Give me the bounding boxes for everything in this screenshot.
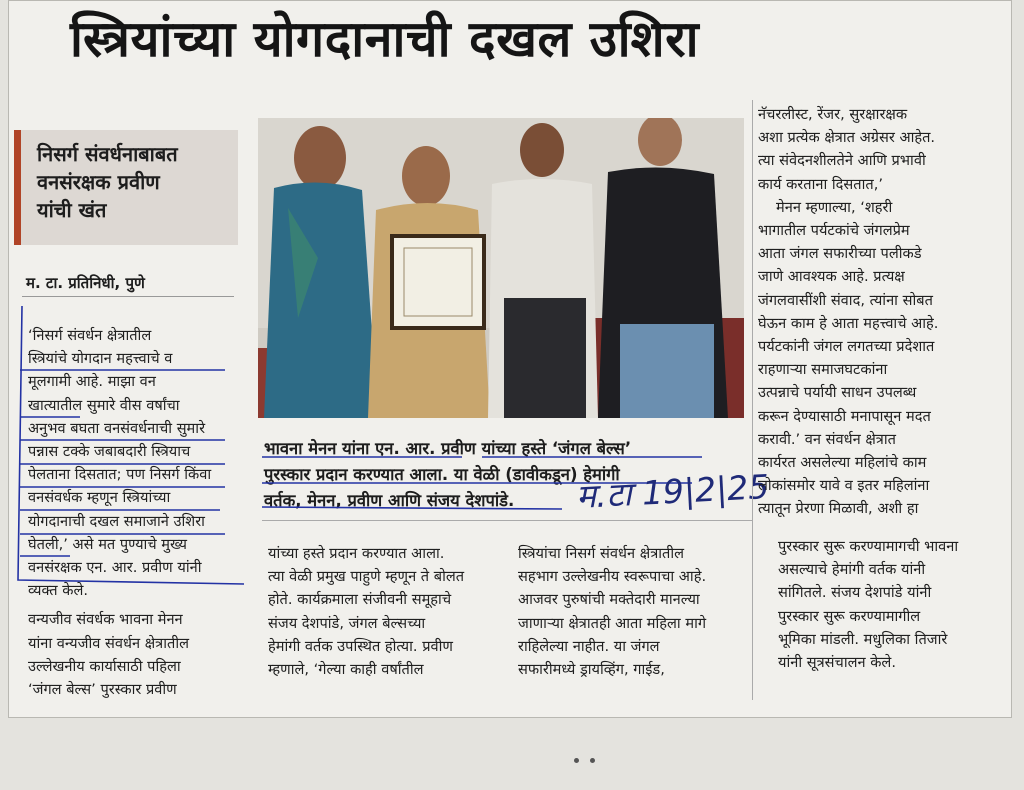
text-line: संजय देशपांडे, जंगल बेल्सच्या	[268, 614, 426, 632]
text-line: वन्यजीव संवर्धक भावना मेनन	[28, 611, 183, 629]
text-line: भूमिका मांडली. मधुलिका तिजारे	[778, 630, 948, 648]
text-line: आता जंगल सफारीच्या पलीकडे	[758, 245, 922, 263]
table-speck	[590, 758, 595, 763]
text-line: यांच्या हस्ते प्रदान करण्यात आला.	[268, 545, 445, 562]
text-line: राहिलेल्या नाहीत. या जंगल	[518, 637, 660, 655]
text-line: मूलगामी आहे. माझा वन	[28, 373, 156, 391]
text-line: अनुभव बघता वनसंवर्धनाची सुमारे	[28, 419, 206, 437]
text-line: उल्लेखनीय कार्यासाठी पहिला	[28, 657, 181, 675]
table-speck	[574, 758, 579, 763]
text-line: नॅचरलीस्ट, रेंजर, सुरक्षारक्षक	[758, 106, 908, 123]
text-line: राहणाऱ्या समाजघटकांना	[758, 361, 888, 379]
text-line: उत्पन्नाचे पर्यायी साधन उपलब्ध	[758, 384, 917, 402]
text-line: पुरस्कार सुरू करण्यामागील	[778, 607, 921, 625]
text-line: आजवर पुरुषांची मक्तेदारी मानल्या	[518, 591, 700, 609]
text-line: होते. कार्यक्रमाला संजीवनी समूहाचे	[268, 591, 452, 609]
text-line: घेऊन काम हे आता महत्त्वाचे आहे.	[758, 314, 939, 332]
text-line: हेमांगी वर्तक उपस्थित होत्या. प्रवीण	[268, 637, 453, 655]
text-line: जाणाऱ्या क्षेत्रातही आता महिला मागे	[518, 614, 707, 632]
text-line: भागातील पर्यटकांचे जंगलप्रेम	[758, 222, 910, 240]
text-line: सफारीमध्ये ड्रायव्हिंग, गाईड,	[518, 661, 665, 679]
text-line: त्या वेळी प्रमुख पाहुणे म्हणून ते बोलत	[268, 568, 465, 586]
text-line: सहभाग उल्लेखनीय स्वरूपाचा आहे.	[518, 568, 707, 586]
text-line: करून देण्यासाठी मनापासून मदत	[758, 407, 931, 425]
handwritten-date-note: म.टा 19|2|25	[575, 466, 771, 517]
text-line: पन्नास टक्के जबाबदारी स्त्रियाच	[28, 443, 191, 461]
article-column-right	[758, 103, 990, 521]
subheadline-line: निसर्ग संवर्धनाबाबत	[37, 142, 178, 166]
text-line: त्या संवेदनशीलतेने आणि प्रभावी	[758, 152, 926, 170]
text-line: करावी.’ वन संवर्धन क्षेत्रात	[758, 430, 896, 448]
text-line: सांगितले. संजय देशपांडे यांनी	[778, 584, 932, 602]
text-line: कार्यरत असलेल्या महिलांचे काम	[758, 454, 927, 472]
text-line: यांनी सूत्रसंचालन केले.	[778, 654, 896, 672]
text-line: व्यक्त केले.	[28, 582, 88, 600]
text-line: पेलताना दिसतात; पण निसर्ग किंवा	[28, 466, 212, 484]
text-line: पर्यटकांनी जंगल लगतच्या प्रदेशात	[758, 338, 935, 356]
article-column-bottom-2	[518, 542, 754, 681]
headline: स्त्रियांच्या योगदानाची दखल उशिरा	[70, 10, 700, 68]
text-line: ‘निसर्ग संवर्धन क्षेत्रातील	[28, 327, 152, 344]
text-line: कार्य करताना दिसतात,’	[758, 175, 883, 193]
caption-divider	[262, 520, 752, 521]
text-line: म्हणाले, ‘गेल्या काही वर्षांतील	[268, 661, 424, 679]
text-line: मेनन म्हणाल्या, ‘शहरी	[776, 198, 893, 216]
caption-line: भावना मेनन यांना एन. आर. प्रवीण यांच्या हस्ते ‘जंगल बेल्स’	[264, 439, 632, 458]
text-line: वनसंरक्षक एन. आर. प्रवीण यांनी	[28, 559, 202, 577]
byline: म. टा. प्रतिनिधी, पुणे	[26, 274, 145, 292]
text-line: लोकांसमोर यावे व इतर महिलांना	[758, 477, 930, 495]
subheadline-line: वनसंरक्षक प्रवीण	[37, 170, 160, 194]
text-line: स्त्रियांचा निसर्ग संवर्धन क्षेत्रातील	[518, 545, 685, 562]
award-ceremony-image	[258, 118, 744, 418]
caption-line: वर्तक, मेनन, प्रवीण आणि संजय देशपांडे.	[264, 491, 515, 510]
article-column-bottom-3	[778, 535, 998, 674]
text-line: अशा प्रत्येक क्षेत्रात अग्रेसर आहेत.	[758, 129, 936, 147]
text-line: यांना वन्यजीव संवर्धन क्षेत्रातील	[28, 634, 189, 652]
article-column-bottom-1	[268, 542, 504, 681]
subheadline-line: यांची खंत	[37, 198, 107, 222]
pen-underline-marks	[20, 340, 250, 580]
text-line: ‘जंगल बेल्स’ पुरस्कार प्रवीण	[28, 681, 177, 699]
subheadline-box	[14, 130, 238, 245]
text-line: खात्यातील सुमारे वीस वर्षांचा	[28, 396, 180, 414]
text-line: वनसंवर्धक म्हणून स्त्रियांच्या	[28, 489, 171, 507]
event-photo	[258, 118, 744, 418]
text-line: असल्याचे हेमांगी वर्तक यांनी	[778, 561, 926, 579]
byline-rule	[22, 296, 234, 297]
text-line: जाणे आवश्यक आहे. प्रत्यक्ष	[758, 268, 905, 286]
text-line: त्यातून प्रेरणा मिळावी, अशी हा	[758, 500, 919, 518]
text-line: योगदानाची दखल समाजाने उशिरा	[28, 512, 205, 530]
text-line: स्त्रियांचे योगदान महत्त्वाचे व	[28, 350, 173, 368]
text-line: जंगलवासींशी संवाद, त्यांना सोबत	[758, 291, 933, 309]
text-line: घेतली,’ असे मत पुण्याचे मुख्य	[28, 535, 187, 553]
caption-line: पुरस्कार प्रदान करण्यात आला. या वेळी (डावीकडून) हेमांगी	[264, 465, 620, 484]
text-line: पुरस्कार सुरू करण्यामागची भावना	[778, 538, 959, 555]
